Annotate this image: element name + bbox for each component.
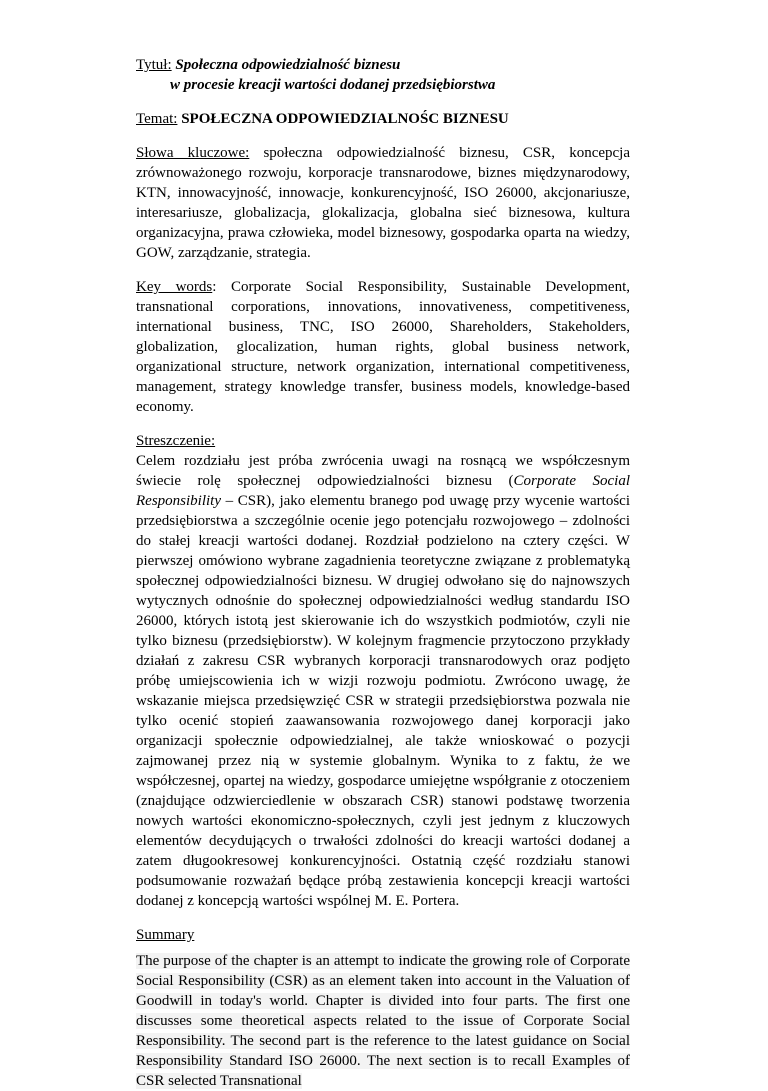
abstract-pl-section (136, 431, 630, 911)
abstract-pl-label: Streszczenie: (136, 433, 216, 449)
topic-section (136, 109, 630, 129)
keywords-en-label: Key words (136, 279, 213, 295)
summary-en-heading (136, 925, 630, 945)
title-text-line-1: Społeczna odpowiedzialność biznesu (175, 57, 401, 73)
title-line-1 (136, 55, 630, 75)
keywords-pl-text: społeczna odpowiedzialność biznesu, CSR, koncepcja zrównoważonego rozwoju, korporacje transnarodowe, biznes międzynarodowy, KTN, innowacyjność, innowacje, konkurencyjność, ISO 26000, akcjonariusze, interesariusze, globalizacja, glokalizacja, globalna sieć biznesowa, kultura organizacyjna, prawa człowieka, model biznesowy, gospodarka oparta na wiedzy, GOW, zarządzanie, strategia. (136, 145, 630, 261)
keywords-en-text: : Corporate Social Responsibility, Sustainable Development, transnational corporations, innovations, innovativeness, competitiveness, international business, TNC, ISO 26000, Shareholders, Stakeholders, globalization, glocalization, human rights, global business network, organizational structure, network organization, international competitiveness, management, strategy knowledge transfer, business models, knowledge-based economy. (136, 279, 630, 415)
abstract-pl-italic: Corporate Social Responsibility (136, 473, 631, 509)
abstract-pl-part2: – CSR), jako elementu branego pod uwagę przy wycenie wartości przedsiębiorstwa a szczególnie ocenie jego potencjału rozwojowego – zdolności do stałej kreacji wartości dodanej. Rozdział podzielono na cztery części. W pierwszej omówiono wybrane zagadnienia teoretyczne związane z problematyką społecznej odpowiedzialności biznesu. W drugiej odwołano się do najnowszych wytycznych odnośnie do społecznej odpowiedzialności według standardu ISO 26000, których istotą jest skierowanie ich do wszystkich podmiotów, czyli nie tylko biznesu (przedsiębiorstw). W kolejnym fragmencie przytoczono przykłady działań z zakresu CSR wybranych korporacji transnarodowych oraz podjęto próbę umiejscowienia ich w wizji rozwoju podmiotu. Zwrócono uwagę, że wskazanie miejsca przedsięwzięć CSR w strategii przedsiębiorstwa pozwala nie tylko ocenić stopień zaawansowania rozwojowego danej korporacji jako organizacji społecznie odpowiedzialnej, ale także wnioskować o pozycji zajmowanej przez nią w systemie globalnym. Wynika to z faktu, że we współczesnej, opartej na wiedzy, gospodarce umiejętne współgranie z otoczeniem (znajdujące odzwierciedlenie w obszarach CSR) stanowi podstawę tworzenia nowych wartości ekonomiczno-społecznych, czyli jest jednym z kluczowych elementów decydujących o trwałości zdolności do kreacji wartości dodanej a zatem długookresowej konkurencyjności. Ostatnią część rozdziału stanowi podsumowanie rozważań będące próbą zestawienia koncepcji kreacji wartości dodanej z koncepcją wartości wspólnej M. E. Portera. (136, 493, 630, 909)
summary-en-text: The purpose of the chapter is an attempt to indicate the growing role of Corporate Social Responsibility (CSR) as an element taken into account in the Valuation of Goodwill in today's world. Chapter is divided into four parts. The first one discusses some theoretical aspects related to the issue of Corporate Social Responsibility. The second part is the reference to the latest guidance on Social Responsibility Standard ISO 26000. The next section is to recall Examples of CSR selected Transnational (136, 953, 630, 1089)
abstract-pl-heading (136, 431, 630, 451)
title-line-2 (136, 75, 630, 95)
abstract-pl-part1: Celem rozdziału jest próba zwrócenia uwagi na rosnącą we współczesnym świecie rolę społecznej odpowiedzialności biznesu ( (136, 453, 630, 489)
title-section (136, 55, 630, 95)
title-text-line-2: w procesie kreacji wartości dodanej przedsiębiorstwa (170, 77, 496, 93)
keywords-pl-section (136, 143, 630, 263)
summary-en-section (136, 925, 630, 1091)
topic-value: SPOŁECZNA ODPOWIEDZIALNOŚC BIZNESU (181, 111, 509, 127)
abstract-pl-body (136, 451, 630, 911)
topic-label: Temat: (136, 111, 178, 127)
keywords-pl-label: Słowa kluczowe: (136, 145, 250, 161)
summary-en-body (136, 951, 630, 1091)
keywords-en-section (136, 277, 630, 417)
summary-en-label: Summary (136, 927, 195, 943)
title-label: Tytuł: (136, 57, 172, 73)
